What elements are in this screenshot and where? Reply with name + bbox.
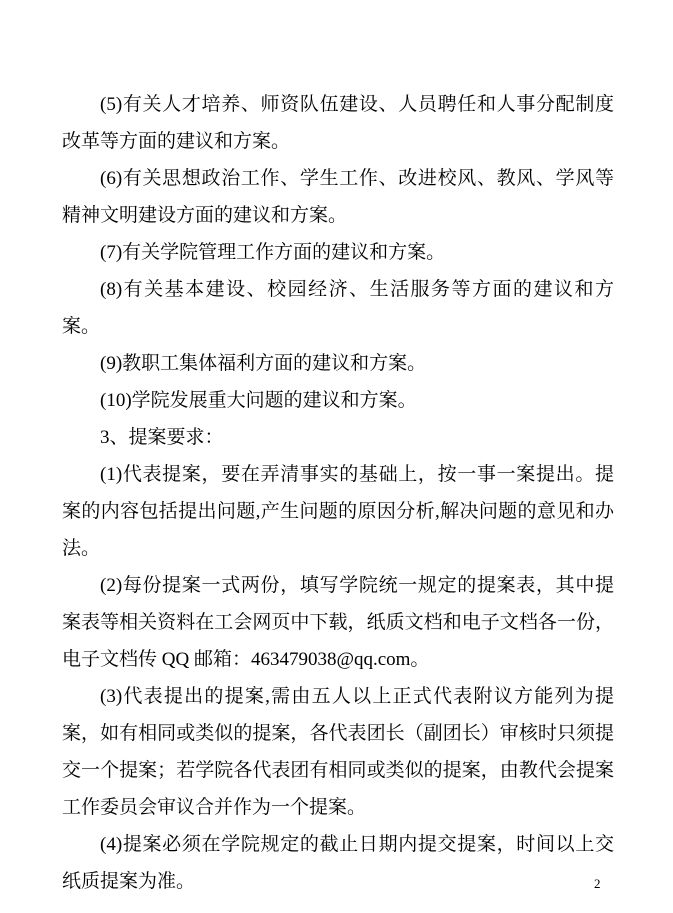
para-item-9: (9)教职工集体福利方面的建议和方案。 (100, 353, 427, 374)
para-item-6: (6)有关思想政治工作、学生工作、改进校风、教风、学风等精神文明建设方面的建议和方案。 (62, 168, 614, 226)
para-item-5: (5)有关人才培养、师资队伍建设、人员聘任和人事分配制度改革等方面的建议和方案。 (62, 94, 614, 152)
para-heading-3: 3、提案要求： (100, 427, 224, 448)
para-requirement-4: (4)提案必须在学院规定的截止日期内提交提案，时间以上交纸质提案为准。 (62, 834, 614, 892)
para-requirement-2: (2)每份提案一式两份，填写学院统一规定的提案表，其中提案表等相关资料在工会网页中下载，纸质文档和电子文档各一份，电子文档传 QQ 邮箱：463479038@qq.com。 (62, 575, 614, 670)
document-body (62, 86, 614, 900)
para-item-10: (10)学院发展重大问题的建议和方案。 (100, 390, 417, 411)
para-item-7: (7)有关学院管理工作方面的建议和方案。 (100, 242, 446, 263)
para-requirement-1: (1)代表提案，要在弄清事实的基础上，按一事一案提出。提案的内容包括提出问题,产生问题的原因分析,解决问题的意见和办法。 (62, 464, 614, 559)
page-number: 2 (594, 876, 601, 891)
para-item-8: (8)有关基本建设、校园经济、生活服务等方面的建议和方案。 (62, 279, 614, 337)
para-requirement-3: (3)代表提出的提案,需由五人以上正式代表附议方能列为提案，如有相同或类似的提案，各代表团长（副团长）审核时只须提交一个提案；若学院各代表团有相同或类似的提案，由教代会提案工作委员会审议合并作为一个提案。 (62, 686, 614, 818)
